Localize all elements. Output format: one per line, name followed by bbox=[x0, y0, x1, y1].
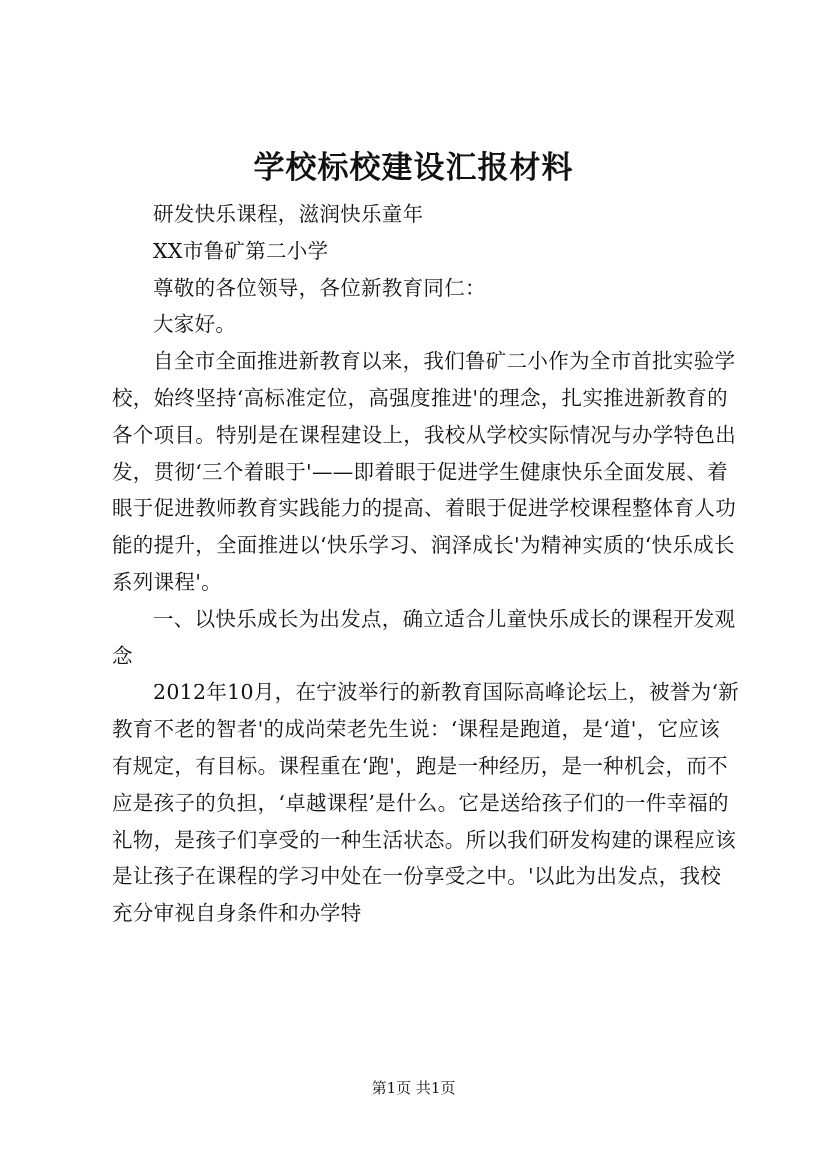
greeting-paragraph: 大家好。 bbox=[153, 312, 237, 337]
document-body bbox=[112, 196, 740, 932]
body-paragraph: 自全市全面推进新教育以来，我们鲁矿二小作为全市首批实验学校，始终坚持‘高标准定位，高强度推进'的理念，扎实推进新教育的各个项目。特别是在课程建设上，我校从学校实际情况与办学特色出发，贯彻‘三个着眼于'——即着眼于促进学生健康快乐全面发展、着眼于促进教师教育实践能力的提高、着眼于促进学校课程整体育人功能的提升，全面推进以‘快乐学习、润泽成长'为精神实质的‘快乐成长系列课程'。 bbox=[112, 349, 736, 594]
document-title: 学校标校建设汇报材料 bbox=[253, 150, 574, 186]
school-name-paragraph: XX市鲁矿第二小学 bbox=[153, 238, 329, 263]
section-heading-paragraph: 一、以快乐成长为出发点，确立适合儿童快乐成长的课程开发观念 bbox=[112, 606, 736, 668]
page-footer: 第1页 共1页 bbox=[371, 1079, 456, 1097]
salutation-paragraph: 尊敬的各位领导，各位新教育同仁： bbox=[153, 275, 486, 300]
body-paragraph: 2012年10月，在宁波举行的新教育国际高峰论坛上，被誉为‘新教育不老的智者'的成尚荣老先生说：‘课程是跑道，是‘道'，它应该有规定，有目标。课程重在‘跑'，跑是一种经历，是一种机会，而不应是孩子的负担，‘卓越课程’是什么。它是送给孩子们的一件幸福的礼物，是孩子们享受的一种生活状态。所以我们研发构建的课程应该是让孩子在课程的学习中处在一份享受之中。'以此为出发点，我校充分审视自身条件和办学特 bbox=[112, 680, 740, 926]
subtitle-paragraph: 研发快乐课程，滋润快乐童年 bbox=[153, 202, 424, 226]
